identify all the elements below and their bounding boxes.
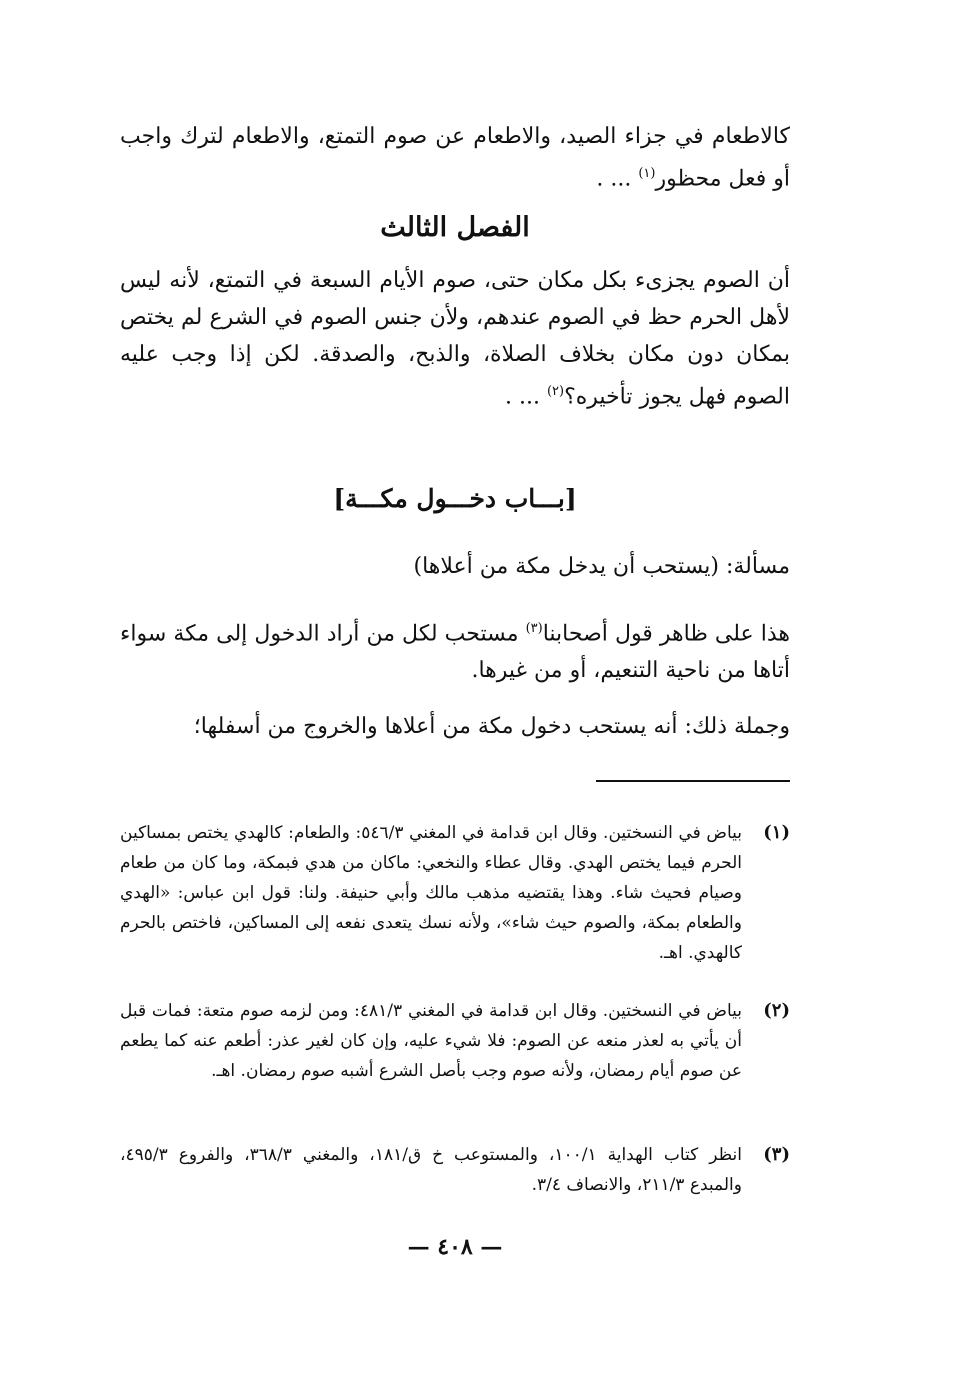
paragraph-2 <box>120 610 790 689</box>
masala-text: مسألة: (يستحب أن يدخل مكة من أعلاها) <box>413 554 790 579</box>
top-paragraph <box>120 118 790 197</box>
footnote-separator <box>596 780 790 782</box>
paragraph-3-text: وجملة ذلك: أنه يستحب دخول مكة من أعلاها والخروج من أسفلها؛ <box>193 714 790 739</box>
masala-line <box>120 548 790 585</box>
paragraph-2-text-a: هذا على ظاهر قول أصحابنا <box>542 621 790 647</box>
ellipsis: ... . <box>596 166 632 192</box>
chapter-paragraph-text: أن الصوم يجزىء بكل مكان حتى، صوم الأيام السبعة في التمتع، لأنه ليس لأهل الحرم حظ في الصوم عندهم، ولأن جنس الصوم في الشرع لم يختص بمكان دون مكان بخلاف الصلاة، والذبح، والصدقة. لكن إذا وجب عليه الصوم فهل يجوز تأخيره؟ <box>120 268 790 410</box>
section-heading: [بـــاب دخـــول مكـــة] <box>333 484 577 513</box>
chapter-heading: الفصل الثالث <box>380 212 530 243</box>
top-paragraph-text: كالاطعام في جزاء الصيد، والاطعام عن صوم التمتع، والاطعام لترك واجب أو فعل محظور <box>120 124 790 192</box>
footnote-2 <box>120 996 790 1086</box>
footnote-number: (٣) <box>763 1144 790 1165</box>
page-number: — ٤٠٨ — <box>407 1234 503 1260</box>
footnote-text: بياض في النسختين. وقال ابن قدامة في المغني ٤٨١/٣: ومن لزمه صوم متعة: فمات قبل أن يأتي به لعذر منعه عن الصوم: فلا شيء عليه، وإن كان لغير عذر: أطعم عنه كما يطعم عن صوم أيام رمضان، ولأنه صوم وجب بأصل الشرع أشبه صوم رمضان. اهـ. <box>120 1001 742 1081</box>
footnote-3 <box>120 1140 790 1200</box>
footnote-ref-3[interactable]: (٣) <box>525 621 543 636</box>
footnote-text: انظر كتاب الهداية ١٠٠/١، والمستوعب خ ق/١٨١، والمغني ٣٦٨/٣، والفروع ٤٩٥/٣، والمبدع ٢١١/٣، والانصاف ٣/٤. <box>120 1145 742 1195</box>
footnote-number: (٢) <box>763 1000 790 1021</box>
footnote-ref-2[interactable]: (٢) <box>546 384 565 399</box>
chapter-paragraph <box>120 262 790 415</box>
paragraph-3 <box>120 708 790 745</box>
footnote-1 <box>120 818 790 968</box>
footnote-ref-1[interactable]: (١) <box>638 166 656 181</box>
footnote-number: (١) <box>763 822 790 843</box>
footnote-text: بياض في النسختين. وقال ابن قدامة في المغني ٥٤٦/٣: والطعام: كالهدي يختص بمساكين الحرم فيما يختص الهدي. وقال عطاء والنخعي: ماكان من هدي فبمكة، وما كان من طعام وصيام فحيث شاء. وهذا يقتضيه مذهب مالك وأبي حنيفة. ولنا: قول ابن عباس: «الهدي والطعام بمكة، والصوم حيث شاء»، ولأنه نسك يتعدى نفعه إلى المساكين، فاختص بالحرم كالهدي. اهـ. <box>120 823 742 963</box>
paragraph-2-text-b: مستحب لكل من أراد الدخول إلى مكة سواء أتاها من ناحية التنعيم، أو من غيرها. <box>120 621 790 684</box>
ellipsis: ... . <box>504 384 540 410</box>
